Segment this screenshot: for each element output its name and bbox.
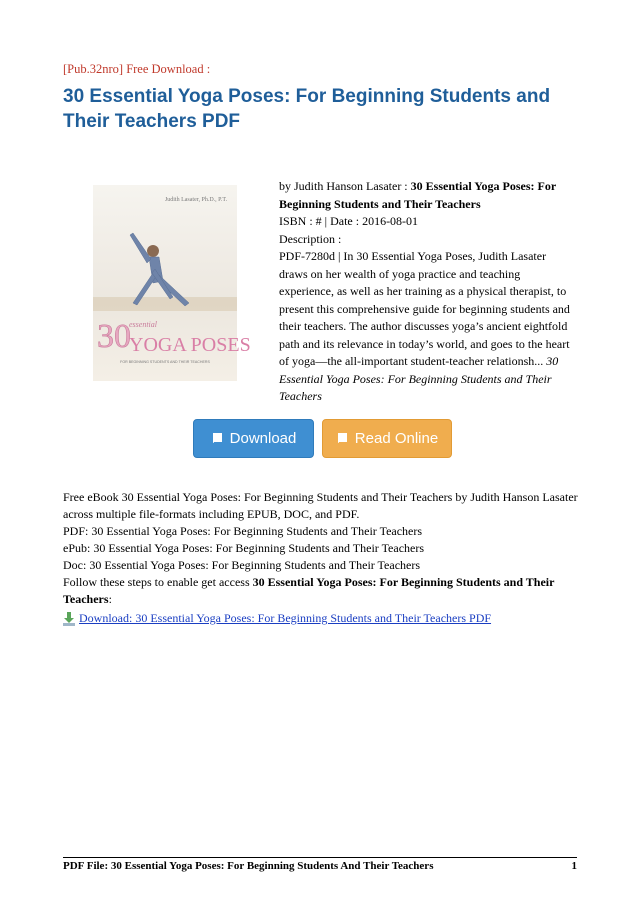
- footer: [63, 860, 577, 872]
- book-cover: [93, 185, 251, 381]
- description-tail: 30 Essential Yoga Poses: For Beginning Students and Their Teachers: [279, 354, 559, 403]
- description-text: PDF-7280d | In 30 Essential Yoga Poses, Judith Lasater draws on her wealth of yoga practice and teaching experience, as well as her training as a physical therapist, to present this comprehensive guide for beginning students and their teachers. The author discusses yoga’s ancient eightfold path and its relevance in today’s world, and goes to the heart of yoga—the all-important student-teacher relationsh...: [279, 249, 570, 368]
- book-meta: [279, 178, 577, 406]
- cover-essential: essential: [129, 320, 157, 329]
- by-line: [279, 178, 577, 213]
- download-button[interactable]: [193, 419, 314, 458]
- read-online-button[interactable]: [322, 419, 452, 458]
- cover-number: 30: [97, 318, 131, 355]
- steps-line: [63, 574, 583, 608]
- steps-bold: 30 Essential Yoga Poses: For Beginning Students and Their Teachers: [63, 575, 555, 606]
- read-online-button-label: Read Online: [354, 430, 439, 447]
- pub-line: [Pub.32nro] Free Download :: [63, 62, 211, 76]
- download-button-label: Download: [229, 430, 297, 447]
- book-icon: [336, 432, 349, 445]
- cover-subtitle: FOR BEGINNING STUDENTS AND THEIR TEACHERS: [120, 360, 210, 364]
- action-buttons: [193, 419, 452, 456]
- pdf-line: PDF: 30 Essential Yoga Poses: For Beginning Students and Their Teachers: [63, 524, 423, 538]
- doc-line: Doc: 30 Essential Yoga Poses: For Beginning Students and Their Teachers: [63, 558, 421, 572]
- cover-main-title: YOGA POSES: [129, 334, 251, 356]
- book-cover-art: [93, 185, 251, 381]
- download-arrow-icon: [63, 612, 75, 626]
- epub-line: ePub: 30 Essential Yoga Poses: For Beginning Students and Their Teachers: [63, 541, 425, 555]
- isbn-date: ISBN : # | Date : 2016-08-01: [279, 214, 419, 228]
- page-title: 30 Essential Yoga Poses: For Beginning Students and Their Teachers PDF: [63, 86, 551, 132]
- footer-label: PDF File: 30 Essential Yoga Poses: For Beginning Students And Their Teachers: [63, 860, 434, 872]
- download-link[interactable]: Download: 30 Essential Yoga Poses: For Beginning Students and Their Teachers PDF: [79, 611, 492, 625]
- by-prefix: by Judith Hanson Lasater :: [279, 179, 411, 193]
- download-link-row: [63, 611, 491, 626]
- description: [279, 248, 577, 406]
- page-number: 1: [571, 860, 577, 872]
- description-label: Description :: [279, 231, 342, 246]
- steps-suffix: :: [108, 592, 112, 606]
- by-title: 30 Essential Yoga Poses: For Beginning Students and Their Teachers: [279, 179, 556, 211]
- book-icon: [211, 432, 224, 445]
- intro-paragraph: Free eBook 30 Essential Yoga Poses: For Beginning Students and Their Teachers by Judith Hanson Lasater across multiple file-formats including EPUB, DOC, and PDF.: [63, 490, 578, 521]
- steps-prefix: Follow these steps to enable get access: [63, 575, 253, 589]
- footer-divider: [63, 857, 577, 858]
- cover-author: Judith Lasater, Ph.D., P.T.: [164, 197, 228, 203]
- body-text: [63, 489, 583, 608]
